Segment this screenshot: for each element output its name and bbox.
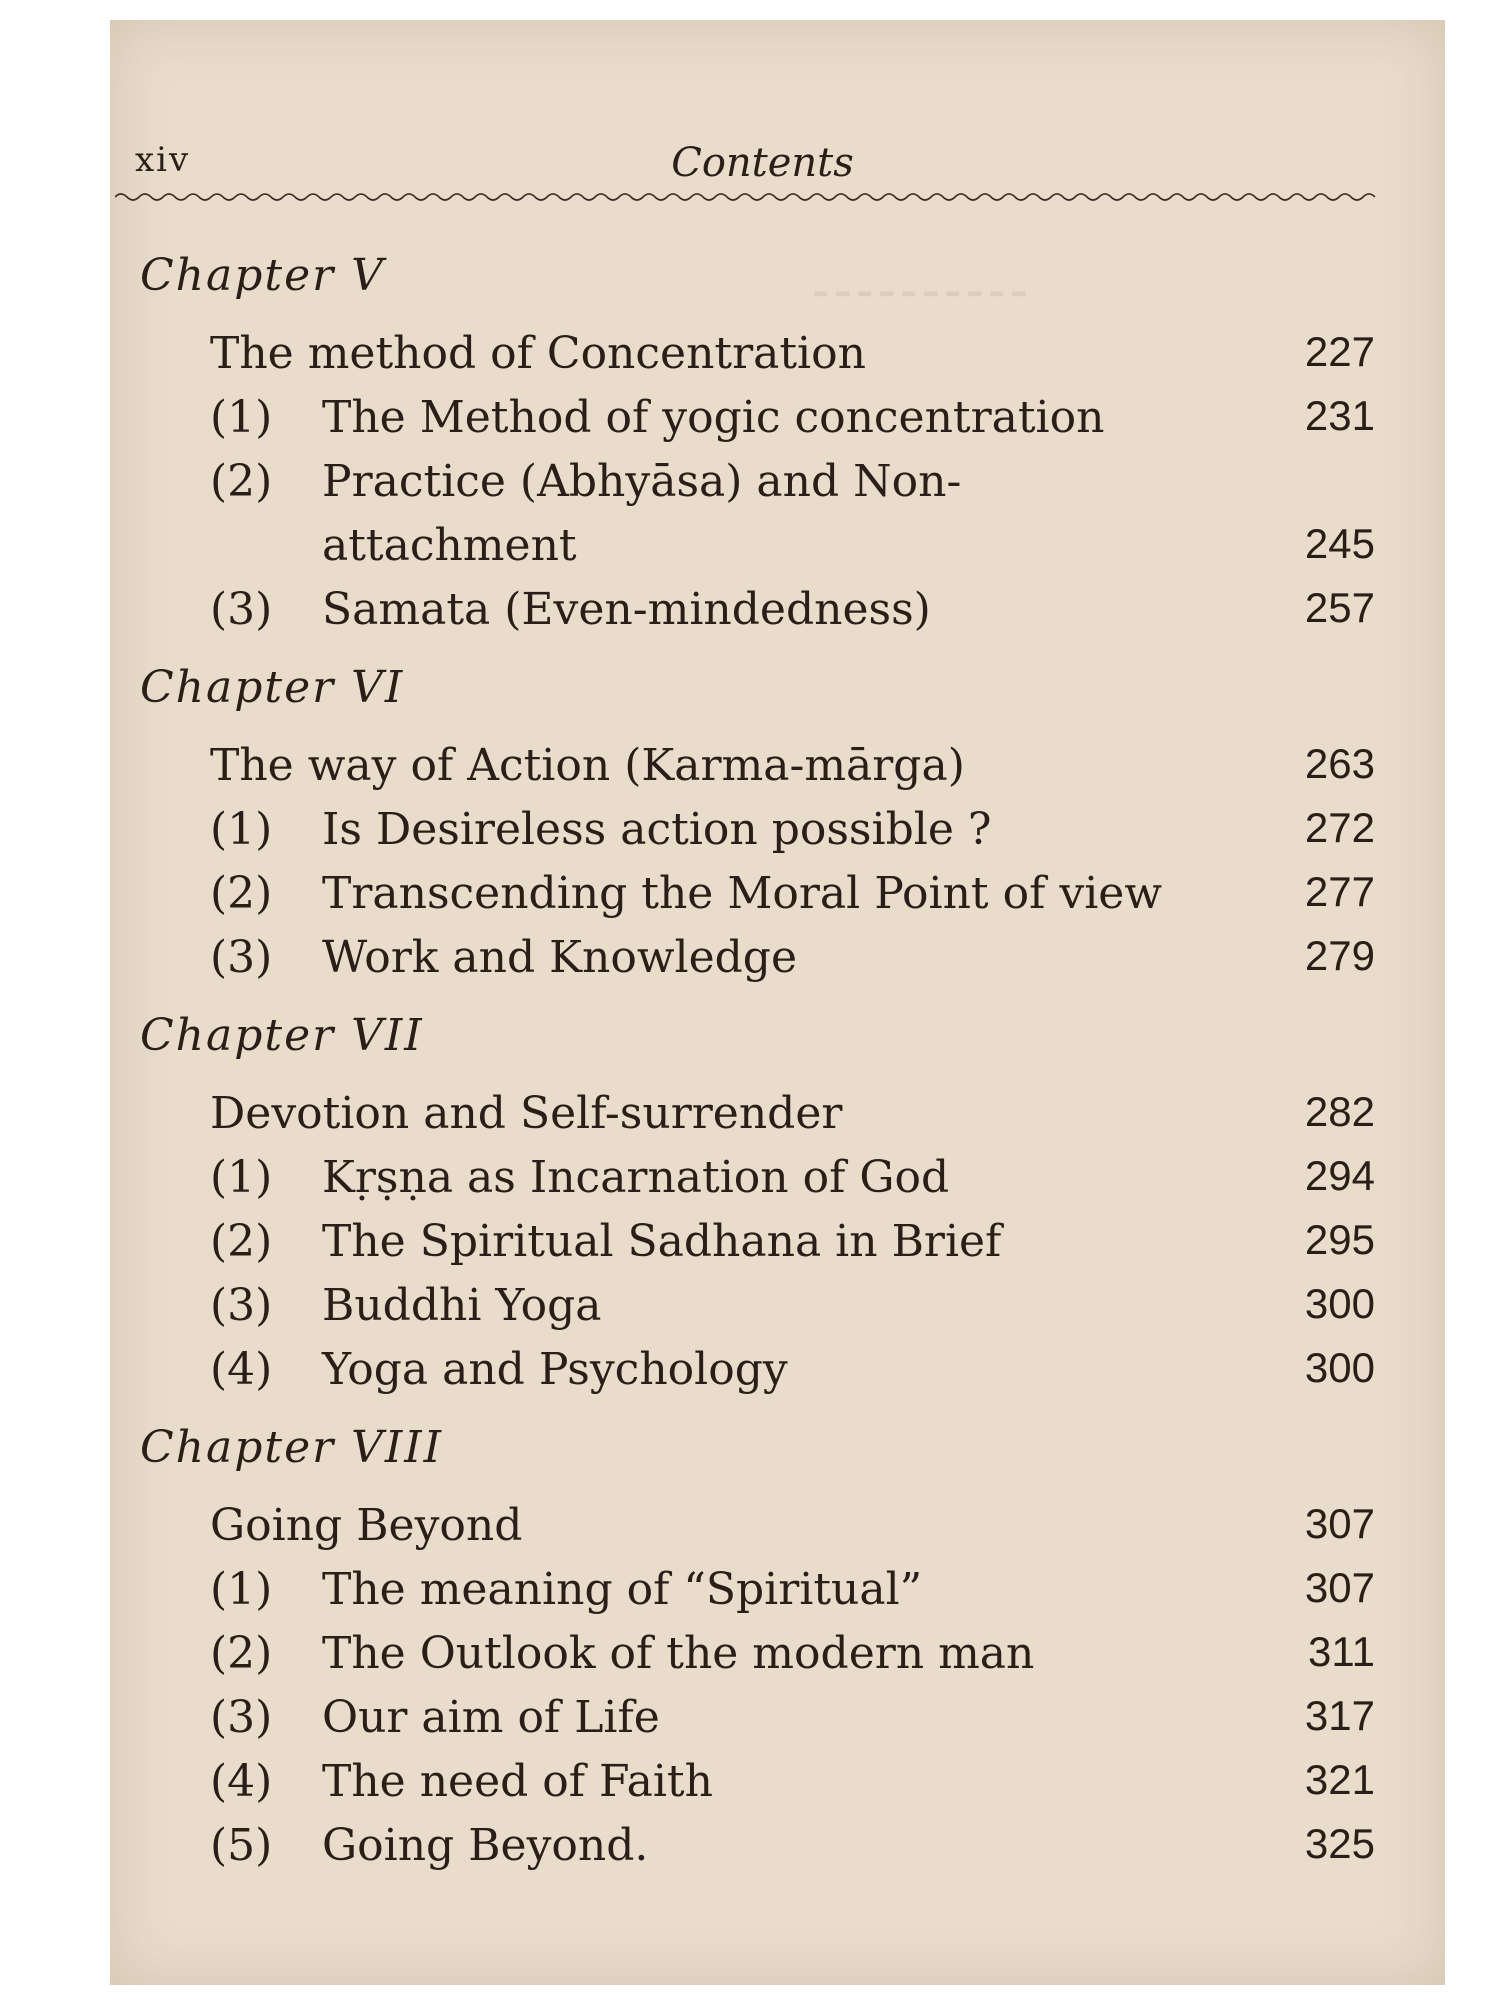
chapter-heading: Chapter VIII	[140, 1422, 444, 1473]
entry-title: Transcending the Moral Point of view	[322, 868, 1162, 919]
toc-entry	[210, 584, 1375, 644]
bleed-through-text: ⁃⁃⁃⁃⁃⁃⁃⁃⁃⁃	[810, 270, 1030, 321]
entry-number: (2)	[210, 868, 273, 919]
chapter-heading: Chapter VII	[140, 1010, 424, 1061]
entry-page: 231	[1304, 392, 1375, 439]
entry-title: The method of Concentration	[210, 328, 866, 379]
entry-page: 325	[1304, 1820, 1375, 1867]
toc-entry	[210, 328, 1375, 388]
entry-title: Samata (Even-mindedness)	[322, 584, 931, 635]
entry-page: 227	[1304, 328, 1375, 375]
entry-title: Going Beyond	[210, 1500, 523, 1551]
entry-page: 311	[1308, 1628, 1375, 1675]
entry-title: The need of Faith	[322, 1756, 713, 1807]
entry-page: 300	[1304, 1344, 1375, 1391]
entry-title: The Method of yogic concentration	[322, 392, 1105, 443]
chapter-heading: Chapter VI	[140, 662, 405, 713]
page-paper	[110, 20, 1445, 1985]
entry-title: Devotion and Self-surrender	[210, 1088, 843, 1139]
toc-entry	[210, 1152, 1375, 1212]
toc-entry	[210, 1280, 1375, 1340]
entry-page: 307	[1304, 1564, 1375, 1611]
entry-page: 272	[1304, 804, 1375, 851]
entry-title: Our aim of Life	[322, 1692, 660, 1743]
entry-page: 307	[1304, 1500, 1375, 1547]
toc-entry	[210, 1216, 1375, 1276]
toc-entry	[210, 1344, 1375, 1404]
entry-title: Kṛṣṇa as Incarnation of God	[322, 1152, 950, 1203]
toc-entry	[210, 1088, 1375, 1148]
entry-page: 279	[1304, 932, 1375, 979]
entry-page: 277	[1304, 868, 1375, 915]
toc-entry	[210, 1500, 1375, 1560]
entry-page: 257	[1304, 584, 1375, 631]
entry-number: (5)	[210, 1820, 273, 1871]
entry-page: 317	[1304, 1692, 1375, 1739]
entry-number: (2)	[210, 456, 273, 507]
entry-title: Practice (Abhyāsa) and Non-	[322, 456, 962, 507]
entry-number: (3)	[210, 1692, 273, 1743]
page-number: xiv	[135, 140, 191, 180]
toc-entry	[210, 1692, 1375, 1752]
entry-number: (1)	[210, 1564, 273, 1615]
entry-title: Is Desireless action possible ?	[322, 804, 992, 855]
entry-number: (3)	[210, 1280, 273, 1331]
page-title: Contents	[671, 140, 854, 186]
toc-entry	[210, 1628, 1375, 1688]
entry-number: (1)	[210, 804, 273, 855]
toc-entry	[210, 520, 1375, 580]
toc-entry	[210, 932, 1375, 992]
entry-title: Yoga and Psychology	[322, 1344, 788, 1395]
entry-page: 300	[1304, 1280, 1375, 1327]
entry-number: (4)	[210, 1756, 273, 1807]
entry-title: The Outlook of the modern man	[322, 1628, 1035, 1679]
entry-page: 245	[1304, 520, 1375, 567]
entry-title: Going Beyond.	[322, 1820, 649, 1871]
entry-title: The Spiritual Sadhana in Brief	[322, 1216, 1002, 1267]
entry-page: 295	[1304, 1216, 1375, 1263]
entry-number: (3)	[210, 584, 273, 635]
entry-title: The meaning of “Spiritual”	[322, 1564, 923, 1615]
entry-number: (3)	[210, 932, 273, 983]
toc-entry	[210, 740, 1375, 800]
toc-entry	[210, 1820, 1375, 1880]
entry-number: (1)	[210, 392, 273, 443]
entry-number: (1)	[210, 1152, 273, 1203]
toc-entry	[210, 868, 1375, 928]
toc-entry	[210, 1756, 1375, 1816]
chapter-heading: Chapter V	[140, 250, 385, 301]
entry-page: 282	[1304, 1088, 1375, 1135]
toc-entry	[210, 804, 1375, 864]
entry-number: (2)	[210, 1628, 273, 1679]
toc-entry	[210, 392, 1375, 452]
entry-page: 321	[1304, 1756, 1375, 1803]
toc-entry	[210, 456, 1375, 516]
entry-number: (4)	[210, 1344, 273, 1395]
entry-number: (2)	[210, 1216, 273, 1267]
entry-title: The way of Action (Karma-mārga)	[210, 740, 965, 791]
toc-entry	[210, 1564, 1375, 1624]
entry-page: 294	[1304, 1152, 1375, 1199]
entry-title: attachment	[322, 520, 577, 571]
entry-title: Work and Knowledge	[322, 932, 797, 983]
entry-title: Buddhi Yoga	[322, 1280, 602, 1331]
wavy-divider	[115, 190, 1380, 204]
entry-page: 263	[1304, 740, 1375, 787]
